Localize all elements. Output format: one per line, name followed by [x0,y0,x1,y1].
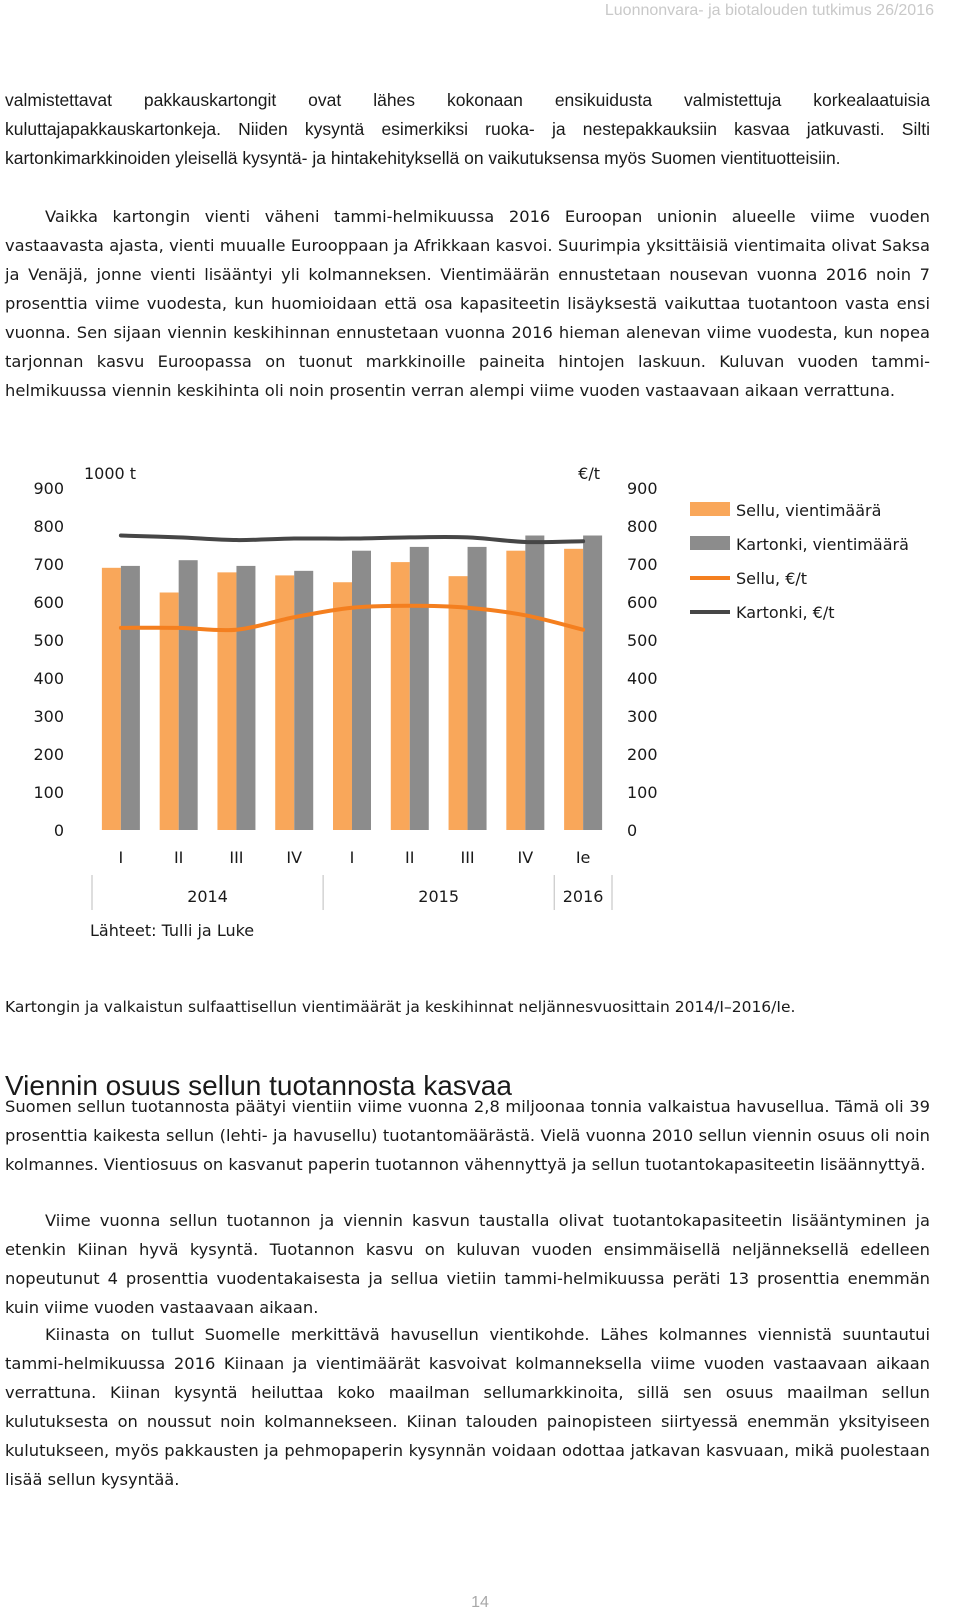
x-tick-label: IV [286,848,303,867]
left-axis-unit: 1000 t [84,464,137,483]
bar-kartonki-volume [468,547,487,830]
x-tick-label: II [173,848,184,867]
bar-sellu-volume [449,576,468,830]
left-axis-tick-label: 200 [33,745,64,764]
right-axis-unit: €/t [578,464,600,483]
legend-label: Kartonki, vientimäärä [736,535,909,554]
bar-sellu-volume [333,582,352,830]
right-axis-tick-label: 800 [627,517,658,536]
bar-sellu-volume [102,568,121,830]
x-tick-label: III [460,848,475,867]
body-paragraph: valmistettavat pakkauskartongit ovat lähes kokonaan ensikuidusta valmistettuja korkealaatuisia kuluttajapakkauskartonkeja. Niiden kysyntä esimerkiksi ruoka- ja nestepakkauksiin kasvaa jatkuvasti. Silti kartonkimarkkinoiden yleisellä kysyntä- ja hintakehityksellä on vaikutuksensa myös Suomen vientituotteisiin. [5,90,930,168]
x-tick-label: II [405,848,415,867]
bar-kartonki-volume [121,566,140,830]
running-header: Luonnonvara- ja biotalouden tutkimus 26/2016 [604,2,934,19]
right-axis-tick-label: 500 [627,631,658,650]
year-label: 2014 [187,887,228,906]
left-axis-tick-label: 600 [33,593,64,612]
bar-sellu-volume [564,549,583,830]
x-tick-label: I [118,848,124,867]
line-kartonki-price [121,536,583,543]
bar-kartonki-volume [236,566,255,830]
left-axis-tick-label: 800 [33,517,64,536]
bar-kartonki-volume [294,571,313,830]
bar-sellu-volume [275,575,294,830]
left-axis-tick-label: 700 [33,555,64,574]
export-chart [0,460,960,940]
left-axis-tick-label: 0 [53,821,64,840]
bar-kartonki-volume [583,536,602,831]
right-axis-tick-label: 200 [627,745,658,764]
right-axis-tick-label: 400 [627,669,658,688]
bar-sellu-volume [506,551,525,830]
right-axis-tick-label: 900 [627,479,658,498]
bar-kartonki-volume [352,551,371,830]
section-title: Viennin osuus sellun tuotannosta kasvaa [5,1070,512,1101]
body-paragraph: Suomen sellun tuotannosta päätyi vientiin viime vuonna 2,8 miljoonaa tonnia valkaistua havusellua. Tämä oli 39 prosenttia kaikesta sellun (lehti- ja havusellu) tuotantomäärästä. Vielä vuonna 2010 sellun viennin osuus oli noin kolmannes. Vientiosuus on kasvanut paperin tuotannon vähennyttyä ja sellun tuotantokapasiteetin lisäännyttyä. [5,1097,930,1174]
body-paragraph: Kiinasta on tullut Suomelle merkittävä havusellun vientikohde. Lähes kolmannes viennistä suuntautui tammi-helmikuussa 2016 Kiinaan ja vientimäärät kasvoivat kolmanneksella viime vuoden vastaavaan aikaan verrattuna. Kiinan kysyntä heiluttaa koko maailman sellumarkkinoita, sillä sen osuus maailman sellun kulutuksesta on noussut noin kolmannekseen. Kiinan talouden painopisteen siirtyessä enemmän yksityiseen kulutukseen, myös pakkausten ja pehmopaperin kysynnän voidaan odottaa jatkavan kasvuaan, mikä puolestaan lisää sellun kysyntää. [5,1325,930,1489]
left-axis-tick-label: 300 [33,707,64,726]
right-axis-tick-label: 300 [627,707,658,726]
x-tick-label: IV [517,848,534,867]
left-axis-tick-label: 500 [33,631,64,650]
legend-swatch [690,502,730,516]
legend-label: Sellu, vientimäärä [736,501,882,520]
year-label: 2016 [562,887,604,906]
left-axis-tick-label: 100 [33,783,64,802]
bar-kartonki-volume [525,536,544,831]
right-axis-tick-label: 100 [627,783,658,802]
x-tick-label: III [229,848,244,867]
bar-sellu-volume [391,562,410,830]
legend-swatch [690,536,730,550]
right-axis-tick-label: 700 [627,555,658,574]
x-tick-label: Ie [575,848,591,867]
year-label: 2015 [418,887,460,906]
x-tick-label: I [349,848,355,867]
left-axis-tick-label: 400 [33,669,64,688]
legend-label: Sellu, €/t [736,569,808,588]
page-number: 14 [471,1594,489,1611]
left-axis-tick-label: 900 [33,479,64,498]
bar-kartonki-volume [410,547,429,830]
right-axis-tick-label: 0 [627,821,638,840]
chart-source: Lähteet: Tulli ja Luke [90,921,255,940]
body-paragraph: Viime vuonna sellun tuotannon ja viennin kasvun taustalla olivat tuotantokapasiteetin lisääntyminen ja etenkin Kiinan hyvä kysyntä. Tuotannon kasvu on kuluvan vuoden ensimmäisellä neljänneksellä edelleen nopeutunut 4 prosenttia vuodentakaisesta ja sellua vietiin tammi-helmikuussa peräti 13 prosenttia enemmän kuin viime vuoden vastaavaan aikaan. [5,1211,930,1317]
bar-sellu-volume [217,572,236,830]
bar-kartonki-volume [179,560,198,830]
right-axis-tick-label: 600 [627,593,658,612]
body-paragraph: Vaikka kartongin vienti väheni tammi-helmikuussa 2016 Euroopan unionin alueelle viime vuoden vastaavasta ajasta, vienti muualle Eurooppaan ja Afrikkaan kasvoi. Suurimpia yksittäisiä vientimaita olivat Saksa ja Venäjä, jonne vienti lisääntyi yli kolmanneksen. Vientimäärän ennustetaan nousevan vuonna 2016 noin 7 prosenttia viime vuodesta, kun huomioidaan että osa kapasiteetin lisäyksestä vaikuttaa tuotantoon vasta ensi vuonna. Sen sijaan viennin keskihinnan ennustetaan vuonna 2016 hieman alenevan viime vuodesta, kun nopea tarjonnan kasvu Euroopassa on tuonut markkinoille paineita hintojen laskuun. Kuluvan vuoden tammi-helmikuussa viennin keskihinta oli noin prosentin verran alempi viime vuoden vastaavaan aikaan verrattuna. [5,207,930,400]
legend-label: Kartonki, €/t [736,603,835,622]
chart-caption: Kartongin ja valkaistun sulfaattisellun vientimäärät ja keskihinnat neljännesvuosittain 2014/I–2016/Ie. [5,998,796,1016]
